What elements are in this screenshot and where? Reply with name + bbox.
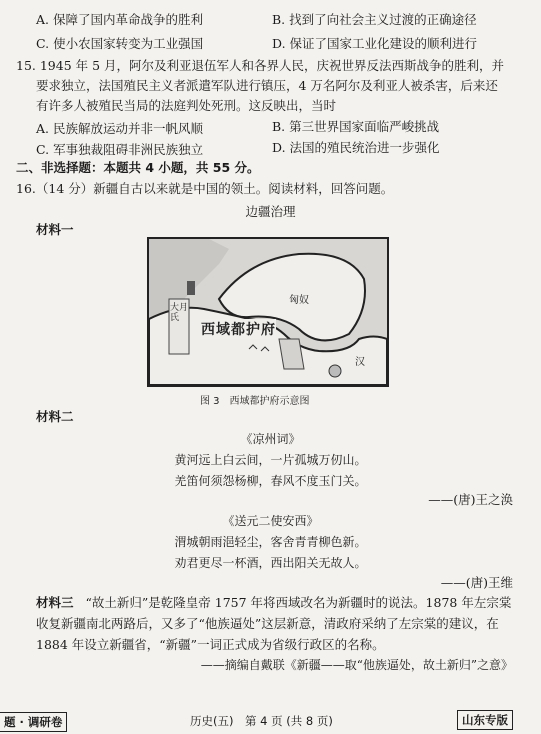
q15-stem-line2: 要求独立，法国殖民主义者派遣军队进行镇压，4 万名阿尔及利亚人被杀害，后来还 [36, 78, 498, 93]
map-label-protectorate: 西域都护府 [201, 319, 276, 339]
q16-title: 边疆治理 [245, 204, 296, 219]
poem-1-author: ——(唐)王之涣 [428, 492, 513, 507]
q15-option-a: A. 民族解放运动并非一帆风顺 [36, 121, 203, 136]
q14-option-a: A. 保障了国内革命战争的胜利 [36, 12, 203, 27]
q14-option-c: C. 使小农国家转变为工业强国 [36, 36, 204, 51]
q15-option-b: B. 第三世界国家面临严峻挑战 [272, 119, 440, 134]
footer-page-info: 历史(五) 第 4 页 (共 8 页) [190, 714, 333, 728]
material-3-label: 材料三 [36, 595, 74, 610]
material-2-label: 材料二 [36, 409, 74, 424]
poem-2-title: 《送元二使安西》 [222, 514, 319, 528]
q15-option-d: D. 法国的殖民统治进一步强化 [272, 140, 440, 155]
material-3-text: “故土新归”是乾隆皇帝 1757 年将西域改名为新疆时的说法。1878 年左宗棠收复新疆南北两路后，又多了“他族逼处”这层新意，清政府采纳了左宗棠的建议，在 1884 年设立新疆省，“新疆”一词正式成为省级行政区的名称。 [36, 595, 512, 652]
q15-option-c: C. 军事独裁阻碍非洲民族独立 [36, 142, 204, 157]
map-label-xiongnu: 匈奴 [289, 295, 309, 306]
poem-2-line-1: 渭城朝雨浥轻尘，客舍青青柳色新。 [174, 535, 367, 549]
footer-exam-tag: 题 · 调研卷 [0, 712, 67, 732]
q15-stem-line1: 15. 1945 年 5 月，阿尔及利亚退伍军人和各界人民，庆祝世界反法西斯战争的胜利，并 [16, 58, 505, 73]
q14-option-b: B. 找到了向社会主义过渡的正确途径 [272, 12, 477, 27]
poem-2-line-2: 劝君更尽一杯酒，西出阳关无故人。 [174, 556, 367, 570]
map-caption: 图 3 西域都护府示意图 [200, 396, 310, 407]
material-3-source: ——摘编自戴联《新疆——取“他族逼处，故土新归”之意》 [200, 658, 513, 672]
map-label-yuezhi: 大月氏 [170, 303, 189, 323]
western-regions-map [147, 237, 389, 387]
poem-1-line-1: 黄河远上白云间，一片孤城万仞山。 [174, 453, 367, 467]
q16-stem: 16.（14 分）新疆自古以来就是中国的领土。阅读材料，回答问题。 [16, 181, 394, 196]
q14-option-d: D. 保证了国家工业化建设的顺利进行 [272, 36, 478, 51]
map-label-han: 汉 [355, 357, 365, 368]
material-1-label: 材料一 [36, 222, 74, 237]
material-3-block [36, 592, 516, 655]
poem-2-author: ——(唐)王维 [440, 575, 513, 590]
poem-1-title: 《凉州词》 [240, 432, 301, 446]
q15-stem-line3: 有许多人被殖民当局的法庭判处死刑。这反映出，当时 [36, 98, 337, 113]
poem-1-line-2: 羌笛何须怨杨柳，春风不度玉门关。 [174, 474, 367, 488]
footer-edition-badge: 山东专版 [457, 710, 513, 730]
section-heading: 二、非选择题：本题共 4 小题，共 55 分。 [16, 160, 260, 175]
